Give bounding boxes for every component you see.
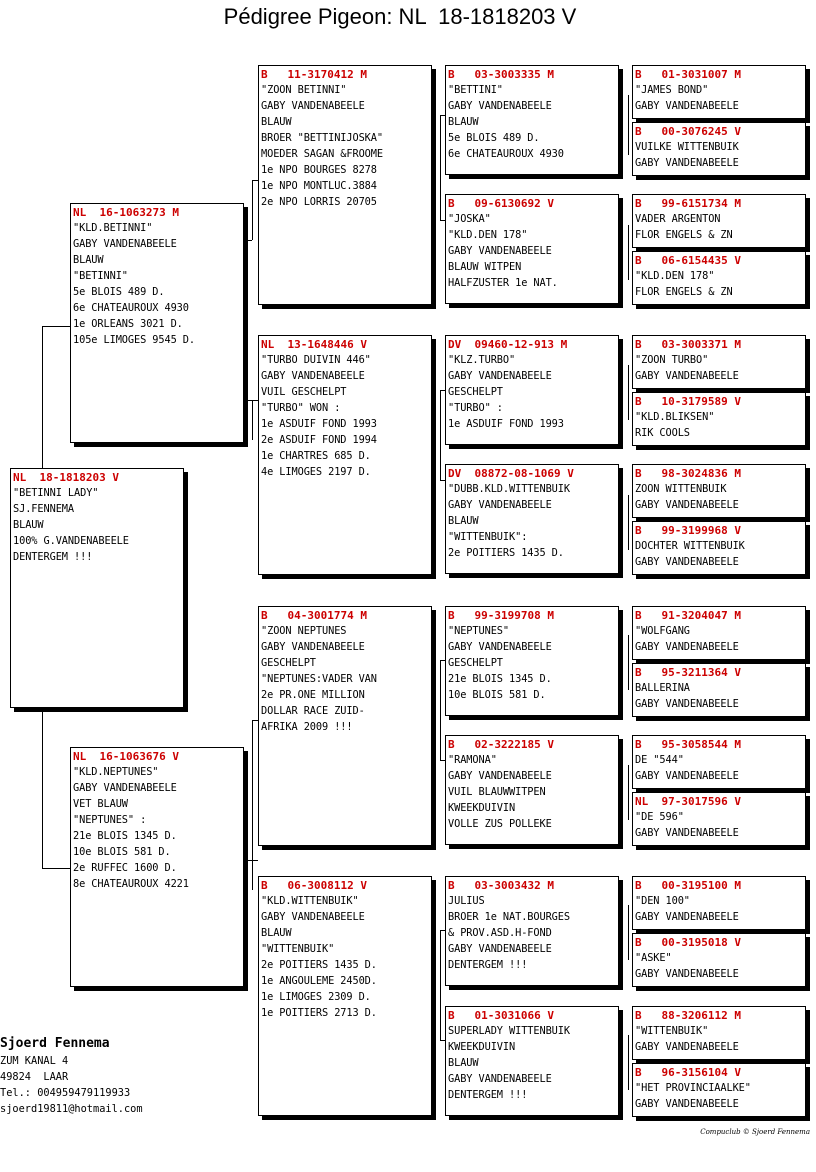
pigeon-info-line: "ASKE" <box>635 952 672 964</box>
pigeon-info-line: 2e ASDUIF FOND 1994 <box>261 434 377 446</box>
pigeon-info-line: 2e NPO LORRIS 20705 <box>261 196 377 208</box>
owner-info <box>0 1035 250 1117</box>
pigeon-info-line: DOLLAR RACE ZUID- <box>261 705 365 717</box>
pigeon-card-gen4-15 <box>632 1006 806 1060</box>
ring-number: B 96-3156104 V <box>635 1066 741 1079</box>
pigeon-info-line: "KLD.DEN 178" <box>635 270 715 282</box>
ring-number: B 10-3179589 V <box>635 395 741 408</box>
pigeon-info-line: BLAUW <box>448 116 479 128</box>
ring-number: B 00-3195100 M <box>635 879 741 892</box>
pigeon-info-line: DENTERGEM !!! <box>448 1089 528 1101</box>
owner-city: 49824 LAAR <box>0 1071 69 1083</box>
pigeon-info-line: 105e LIMOGES 9545 D. <box>73 334 195 346</box>
pigeon-card-ggen3-5 <box>445 606 619 716</box>
pigeon-info-line: "HET PROVINCIAALKE" <box>635 1082 751 1094</box>
pigeon-info-line: GABY VANDENABEELE <box>73 782 177 794</box>
pigeon-info-line: SJ.FENNEMA <box>13 503 74 515</box>
pigeon-info-line: GABY VANDENABEELE <box>448 770 552 782</box>
pigeon-info-line: 2e POITIERS 1435 D. <box>261 959 377 971</box>
pigeon-info-line: GABY VANDENABEELE <box>635 827 739 839</box>
ring-number: B 88-3206112 M <box>635 1009 741 1022</box>
pigeon-info-line: GABY VANDENABEELE <box>261 370 365 382</box>
pigeon-info-line: GABY VANDENABEELE <box>635 770 739 782</box>
pigeon-info-line: BROER "BETTINIJOSKA" <box>261 132 383 144</box>
ring-number: B 91-3204047 M <box>635 609 741 622</box>
pigeon-info-line: 100% G.VANDENABEELE <box>13 535 129 547</box>
pigeon-info-line: 8e CHATEAUROUX 4221 <box>73 878 189 890</box>
pigeon-card-dam-sire <box>258 606 432 846</box>
pigeon-card-gen4-5 <box>632 335 806 389</box>
pigeon-info-line: "JOSKA" <box>448 213 491 225</box>
pigeon-info-line: MOEDER SAGAN &FROOME <box>261 148 383 160</box>
pigeon-info-line: "BETINNI" <box>73 270 128 282</box>
pigeon-info-line: VET BLAUW <box>73 798 128 810</box>
pigeon-info-line: "ZOON NEPTUNES <box>261 625 347 637</box>
pigeon-info-line: GABY VANDENABEELE <box>635 641 739 653</box>
pigeon-info-line: "KLZ.TURBO" <box>448 354 516 366</box>
ring-number: B 04-3001774 M <box>261 609 367 622</box>
pigeon-info-line: "TURBO" : <box>448 402 503 414</box>
ring-number: B 09-6130692 V <box>448 197 554 210</box>
pigeon-info-line: "BETINNI LADY" <box>13 487 99 499</box>
pigeon-info-line: "KLD.BETINNI" <box>73 222 153 234</box>
pigeon-info-line: & PROV.ASD.H-FOND <box>448 927 552 939</box>
pigeon-card-dam-dam <box>258 876 432 1116</box>
pigeon-info-line: VUIL GESCHELPT <box>261 386 347 398</box>
pigeon-info-line: BLAUW <box>448 1057 479 1069</box>
pigeon-info-line: BLAUW WITPEN <box>448 261 522 273</box>
pigeon-info-line: "KLD.DEN 178" <box>448 229 528 241</box>
pigeon-info-line: 21e BLOIS 1345 D. <box>73 830 177 842</box>
pigeon-card-ggen3-8 <box>445 1006 619 1116</box>
pigeon-info-line: BLAUW <box>261 927 292 939</box>
pigeon-card-gen4-1 <box>632 65 806 119</box>
pigeon-info-line: 2e RUFFEC 1600 D. <box>73 862 177 874</box>
pigeon-info-line: GABY VANDENABEELE <box>261 100 365 112</box>
pigeon-info-line: GABY VANDENABEELE <box>635 100 739 112</box>
ring-number: B 03-3003432 M <box>448 879 554 892</box>
pigeon-info-line: FLOR ENGELS & ZN <box>635 229 733 241</box>
pigeon-card-ggen3-3 <box>445 335 619 445</box>
pigeon-info-line: GABY VANDENABEELE <box>448 245 552 257</box>
ring-number: B 95-3058544 M <box>635 738 741 751</box>
pigeon-info-line: GABY VANDENABEELE <box>261 911 365 923</box>
pigeon-info-line: GABY VANDENABEELE <box>635 1098 739 1110</box>
pigeon-info-line: BLAUW <box>261 116 292 128</box>
pigeon-info-line: 1e LIMOGES 2309 D. <box>261 991 371 1003</box>
pigeon-card-gen4-4 <box>632 251 806 305</box>
pigeon-info-line: ZOON WITTENBUIK <box>635 483 727 495</box>
owner-address: ZUM KANAL 4 <box>0 1055 69 1067</box>
pigeon-card-gen4-12 <box>632 792 806 846</box>
ring-number: NL 18-1818203 V <box>13 471 119 484</box>
pigeon-info-line: "ZOON TURBO" <box>635 354 709 366</box>
pigeon-info-line: 1e NPO BOURGES 8278 <box>261 164 377 176</box>
pigeon-info-line: 2e POITIERS 1435 D. <box>448 547 564 559</box>
ring-number: B 06-6154435 V <box>635 254 741 267</box>
pigeon-card-sire-dam <box>258 335 432 575</box>
ring-number: NL 13-1648446 V <box>261 338 367 351</box>
page-title: Pédigree Pigeon: NL 18-1818203 V <box>223 4 577 29</box>
ring-number: DV 08872-08-1069 V <box>448 467 574 480</box>
pigeon-info-line: "TURBO" WON : <box>261 402 341 414</box>
pigeon-info-line: "NEPTUNES" : <box>73 814 147 826</box>
pigeon-info-line: "WITTENBUIK" <box>635 1025 709 1037</box>
pigeon-info-line: DENTERGEM !!! <box>13 551 93 563</box>
pigeon-info-line: 1e ORLEANS 3021 D. <box>73 318 183 330</box>
pigeon-card-gen4-7 <box>632 464 806 518</box>
pigeon-info-line: 21e BLOIS 1345 D. <box>448 673 552 685</box>
pigeon-info-line: GABY VANDENABEELE <box>261 641 365 653</box>
pigeon-info-line: GABY VANDENABEELE <box>448 499 552 511</box>
pigeon-card-gen4-6 <box>632 392 806 446</box>
pigeon-info-line: 10e BLOIS 581 D. <box>73 846 171 858</box>
pigeon-info-line: "JAMES BOND" <box>635 84 709 96</box>
pigeon-info-line: GABY VANDENABEELE <box>448 370 552 382</box>
pigeon-info-line: VADER ARGENTON <box>635 213 721 225</box>
pigeon-info-line: GABY VANDENABEELE <box>635 157 739 169</box>
pigeon-info-line: GABY VANDENABEELE <box>448 1073 552 1085</box>
pigeon-card-gen4-11 <box>632 735 806 789</box>
owner-name: Sjoerd Fennema <box>0 1036 110 1051</box>
ring-number: NL 16-1063676 V <box>73 750 179 763</box>
pigeon-card-gen4-9 <box>632 606 806 660</box>
ring-number: B 11-3170412 M <box>261 68 367 81</box>
ring-number: B 95-3211364 V <box>635 666 741 679</box>
ring-number: B 00-3195018 V <box>635 936 741 949</box>
pigeon-info-line: 6e CHATEAUROUX 4930 <box>448 148 564 160</box>
pigeon-info-line: "DEN 100" <box>635 895 690 907</box>
pigeon-card-gen4-2 <box>632 122 806 176</box>
pigeon-info-line: GABY VANDENABEELE <box>635 911 739 923</box>
pigeon-card-gen4-3 <box>632 194 806 248</box>
pigeon-info-line: KWEEKDUIVIN <box>448 1041 516 1053</box>
pigeon-info-line: GABY VANDENABEELE <box>635 968 739 980</box>
pigeon-card-sire-sire <box>258 65 432 305</box>
ring-number: B 03-3003371 M <box>635 338 741 351</box>
ring-number: B 01-3031066 V <box>448 1009 554 1022</box>
ring-number: B 01-3031007 M <box>635 68 741 81</box>
pigeon-info-line: "KLD.NEPTUNES" <box>73 766 159 778</box>
pigeon-card-ggen3-4 <box>445 464 619 574</box>
pigeon-info-line: "KLD.BLIKSEN" <box>635 411 715 423</box>
pigeon-info-line: VUIL BLAUWWITPEN <box>448 786 546 798</box>
owner-email: sjoerd19811@hotmail.com <box>0 1103 143 1115</box>
pigeon-info-line: GABY VANDENABEELE <box>448 943 552 955</box>
pigeon-info-line: "NEPTUNES" <box>448 625 509 637</box>
ring-number: NL 97-3017596 V <box>635 795 741 808</box>
pigeon-info-line: DENTERGEM !!! <box>448 959 528 971</box>
pigeon-info-line: AFRIKA 2009 !!! <box>261 721 353 733</box>
pigeon-info-line: GABY VANDENABEELE <box>635 499 739 511</box>
pigeon-card-gen4-14 <box>632 933 806 987</box>
pigeon-info-line: VUILKE WITTENBUIK <box>635 141 739 153</box>
ring-number: B 02-3222185 V <box>448 738 554 751</box>
pigeon-info-line: "WOLFGANG <box>635 625 690 637</box>
pigeon-info-line: 1e ASDUIF FOND 1993 <box>448 418 564 430</box>
pigeon-card-ggen3-7 <box>445 876 619 986</box>
ring-number: B 99-3199708 M <box>448 609 554 622</box>
pigeon-info-line: 6e CHATEAUROUX 4930 <box>73 302 189 314</box>
ring-number: B 03-3003335 M <box>448 68 554 81</box>
pigeon-info-line: GESCHELPT <box>448 386 503 398</box>
footer-credit: Compuclub © Sjoerd Fennema <box>700 1128 810 1136</box>
pigeon-info-line: 1e NPO MONTLUC.3884 <box>261 180 377 192</box>
pigeon-info-line: GESCHELPT <box>261 657 316 669</box>
ring-number: NL 16-1063273 M <box>73 206 179 219</box>
pigeon-info-line: "WITTENBUIK": <box>448 531 528 543</box>
pigeon-info-line: RIK COOLS <box>635 427 690 439</box>
pigeon-info-line: "TURBO DUIVIN 446" <box>261 354 371 366</box>
ring-number: B 98-3024836 M <box>635 467 741 480</box>
pigeon-info-line: 1e ANGOULEME 2450D. <box>261 975 377 987</box>
pigeon-info-line: 10e BLOIS 581 D. <box>448 689 546 701</box>
pigeon-info-line: 1e ASDUIF FOND 1993 <box>261 418 377 430</box>
pigeon-info-line: BLAUW <box>73 254 104 266</box>
pigeon-info-line: BROER 1e NAT.BOURGES <box>448 911 570 923</box>
pigeon-info-line: "DE 596" <box>635 811 684 823</box>
pigeon-info-line: GABY VANDENABEELE <box>448 641 552 653</box>
pigeon-card-subject <box>10 468 184 708</box>
pigeon-info-line: GESCHELPT <box>448 657 503 669</box>
pigeon-info-line: GABY VANDENABEELE <box>448 100 552 112</box>
pigeon-info-line: 4e LIMOGES 2197 D. <box>261 466 371 478</box>
pigeon-info-line: 5e BLOIS 489 D. <box>73 286 165 298</box>
pigeon-info-line: 2e PR.ONE MILLION <box>261 689 365 701</box>
ring-number: DV 09460-12-913 M <box>448 338 568 351</box>
ring-number: B 06-3008112 V <box>261 879 367 892</box>
pigeon-card-sire <box>70 203 244 443</box>
ring-number: B 99-6151734 M <box>635 197 741 210</box>
pigeon-card-gen4-16 <box>632 1063 806 1117</box>
pigeon-info-line: "ZOON BETINNI" <box>261 84 347 96</box>
pigeon-info-line: "KLD.WITTENBUIK" <box>261 895 359 907</box>
pigeon-card-gen4-13 <box>632 876 806 930</box>
pigeon-info-line: 5e BLOIS 489 D. <box>448 132 540 144</box>
pigeon-info-line: DOCHTER WITTENBUIK <box>635 540 745 552</box>
pigeon-info-line: BLAUW <box>448 515 479 527</box>
pigeon-info-line: GABY VANDENABEELE <box>635 556 739 568</box>
pigeon-info-line: "BETTINI" <box>448 84 503 96</box>
pigeon-info-line: "RAMONA" <box>448 754 497 766</box>
pigeon-info-line: "WITTENBUIK" <box>261 943 335 955</box>
pigeon-info-line: JULIUS <box>448 895 485 907</box>
pigeon-info-line: "DUBB.KLD.WITTENBUIK <box>448 483 570 495</box>
pigeon-info-line: GABY VANDENABEELE <box>635 370 739 382</box>
pigeon-card-dam <box>70 747 244 987</box>
pigeon-info-line: 1e POITIERS 2713 D. <box>261 1007 377 1019</box>
pigeon-info-line: HALFZUSTER 1e NAT. <box>448 277 558 289</box>
pigeon-card-gen4-8 <box>632 521 806 575</box>
pigeon-card-ggen3-2 <box>445 194 619 304</box>
pigeon-info-line: GABY VANDENABEELE <box>73 238 177 250</box>
pigeon-card-gen4-10 <box>632 663 806 717</box>
pigeon-info-line: BALLERINA <box>635 682 690 694</box>
pigeon-card-ggen3-6 <box>445 735 619 845</box>
pigeon-info-line: KWEEKDUIVIN <box>448 802 516 814</box>
pigeon-info-line: 1e CHARTRES 685 D. <box>261 450 371 462</box>
ring-number: B 00-3076245 V <box>635 125 741 138</box>
pigeon-info-line: GABY VANDENABEELE <box>635 1041 739 1053</box>
pigeon-info-line: DE "544" <box>635 754 684 766</box>
pigeon-card-ggen3-1 <box>445 65 619 175</box>
owner-phone: Tel.: 004959479119933 <box>0 1087 131 1099</box>
pigeon-info-line: VOLLE ZUS POLLEKE <box>448 818 552 830</box>
pigeon-info-line: GABY VANDENABEELE <box>635 698 739 710</box>
pigeon-info-line: "NEPTUNES:VADER VAN <box>261 673 377 685</box>
pigeon-info-line: BLAUW <box>13 519 44 531</box>
ring-number: B 99-3199968 V <box>635 524 741 537</box>
pigeon-info-line: FLOR ENGELS & ZN <box>635 286 733 298</box>
pigeon-info-line: SUPERLADY WITTENBUIK <box>448 1025 570 1037</box>
